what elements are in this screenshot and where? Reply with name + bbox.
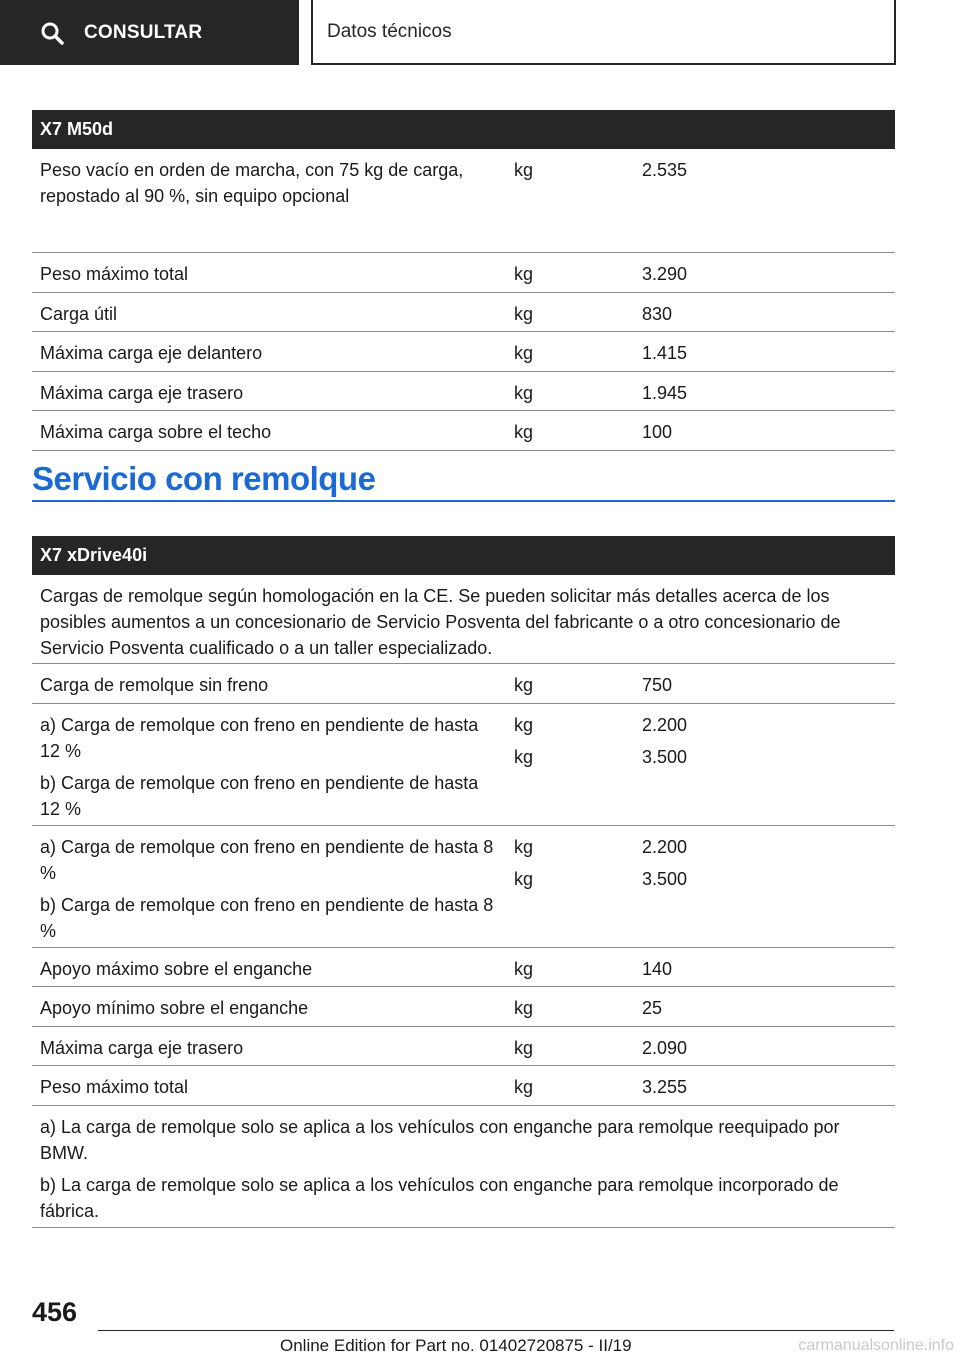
edition-text: Online Edition for Part no. 01402720875 - II/19	[280, 1336, 632, 1355]
row-unit: kg	[514, 1077, 534, 1097]
note-b: b) La carga de remolque solo se aplica a los vehículos con enganche para remolque incorporado de fábrica.	[40, 1175, 839, 1221]
table-header: X7 xDrive40i	[32, 536, 895, 575]
label-a: a) Carga de remolque con freno en pendiente de hasta 12 %	[40, 715, 479, 761]
note-a: a) La carga de remolque solo se aplica a los vehículos con enganche para remolque reequipado por BMW.	[40, 1117, 840, 1163]
table-row	[32, 664, 895, 704]
value-b: 3.500	[642, 869, 688, 889]
table-row	[32, 411, 895, 451]
row-label: Apoyo máximo sobre el enganche	[40, 959, 313, 979]
row-value: 830	[642, 304, 673, 324]
row-value: 3.255	[642, 1077, 688, 1097]
value-a: 2.200	[642, 837, 688, 857]
row-label	[32, 704, 506, 825]
row-unit: kg	[514, 422, 534, 442]
row-unit: kg	[514, 998, 534, 1018]
table-row	[32, 948, 895, 987]
table-row	[32, 332, 895, 372]
table-row	[32, 1066, 895, 1106]
row-label: Máxima carga eje delantero	[40, 343, 263, 363]
row-value	[634, 704, 895, 825]
consult-label: CONSULTAR	[84, 21, 203, 43]
row-value: 140	[642, 959, 673, 979]
row-value: 25	[642, 998, 663, 1018]
label-b: b) Carga de remolque con freno en pendiente de hasta 8 %	[40, 895, 494, 941]
unit-a: kg	[514, 715, 534, 735]
row-label: Máxima carga eje trasero	[40, 1038, 244, 1058]
table-row	[32, 826, 895, 948]
table-row	[32, 253, 895, 293]
table-row	[32, 149, 895, 253]
section-title: Datos técnicos	[327, 20, 452, 42]
row-unit	[506, 826, 634, 947]
row-label: Peso máximo total	[40, 1077, 189, 1097]
row-unit: kg	[514, 959, 534, 979]
label-a: a) Carga de remolque con freno en pendiente de hasta 8 %	[40, 837, 494, 883]
unit-b: kg	[514, 869, 534, 889]
row-unit: kg	[514, 343, 534, 363]
row-unit: kg	[514, 160, 534, 180]
row-unit: kg	[514, 304, 534, 324]
row-value: 1.945	[642, 383, 688, 403]
row-label: Máxima carga sobre el techo	[40, 422, 272, 442]
row-label: Peso vacío en orden de marcha, con 75 kg de carga, repostado al 90 %, sin equipo opcional	[40, 160, 464, 206]
search-icon	[40, 21, 64, 45]
table-header: X7 M50d	[32, 110, 895, 149]
table-row	[32, 293, 895, 332]
table-intro-row	[32, 575, 895, 664]
row-label: Carga útil	[40, 304, 118, 324]
table-row	[32, 1027, 895, 1066]
row-label: Máxima carga eje trasero	[40, 383, 244, 403]
table-row	[32, 372, 895, 411]
section-title-tab[interactable]	[311, 0, 896, 65]
watermark-text: carmanualsonline.info	[798, 1337, 954, 1354]
intro-text: Cargas de remolque según homologación en la CE. Se pueden solicitar más detalles acerca de los posibles aumentos a un concesionario de Servicio Posventa del fabricante o a otro concesionario de Servicio Posventa cualificado o a un taller especializado.	[40, 586, 841, 658]
row-unit: kg	[514, 675, 534, 695]
spec-table-x7-xdrive40i	[32, 536, 895, 1228]
row-value: 2.535	[642, 160, 688, 180]
row-label	[32, 826, 506, 947]
table-row	[32, 704, 895, 826]
unit-b: kg	[514, 747, 534, 767]
row-label: Carga de remolque sin freno	[40, 675, 269, 695]
row-unit	[506, 704, 634, 825]
row-value: 1.415	[642, 343, 688, 363]
row-value: 750	[642, 675, 673, 695]
table-notes-row	[32, 1106, 895, 1228]
row-unit: kg	[514, 383, 534, 403]
row-value: 2.090	[642, 1038, 688, 1058]
table-row	[32, 987, 895, 1027]
notes	[32, 1106, 895, 1227]
page-number: 456	[32, 1297, 78, 1327]
row-unit: kg	[514, 1038, 534, 1058]
consult-button[interactable]	[0, 0, 299, 65]
footer-divider	[98, 1330, 894, 1331]
row-unit: kg	[514, 264, 534, 284]
row-label: Peso máximo total	[40, 264, 189, 284]
row-value: 3.290	[642, 264, 688, 284]
label-b: b) Carga de remolque con freno en pendiente de hasta 12 %	[40, 773, 479, 819]
section-heading	[32, 458, 895, 502]
row-value: 100	[642, 422, 673, 442]
unit-a: kg	[514, 837, 534, 857]
spec-table-x7-m50d	[32, 110, 895, 451]
section-heading-text: Servicio con remolque	[32, 460, 376, 497]
row-label: Apoyo mínimo sobre el enganche	[40, 998, 309, 1018]
row-value	[634, 826, 895, 947]
value-b: 3.500	[642, 747, 688, 767]
value-a: 2.200	[642, 715, 688, 735]
